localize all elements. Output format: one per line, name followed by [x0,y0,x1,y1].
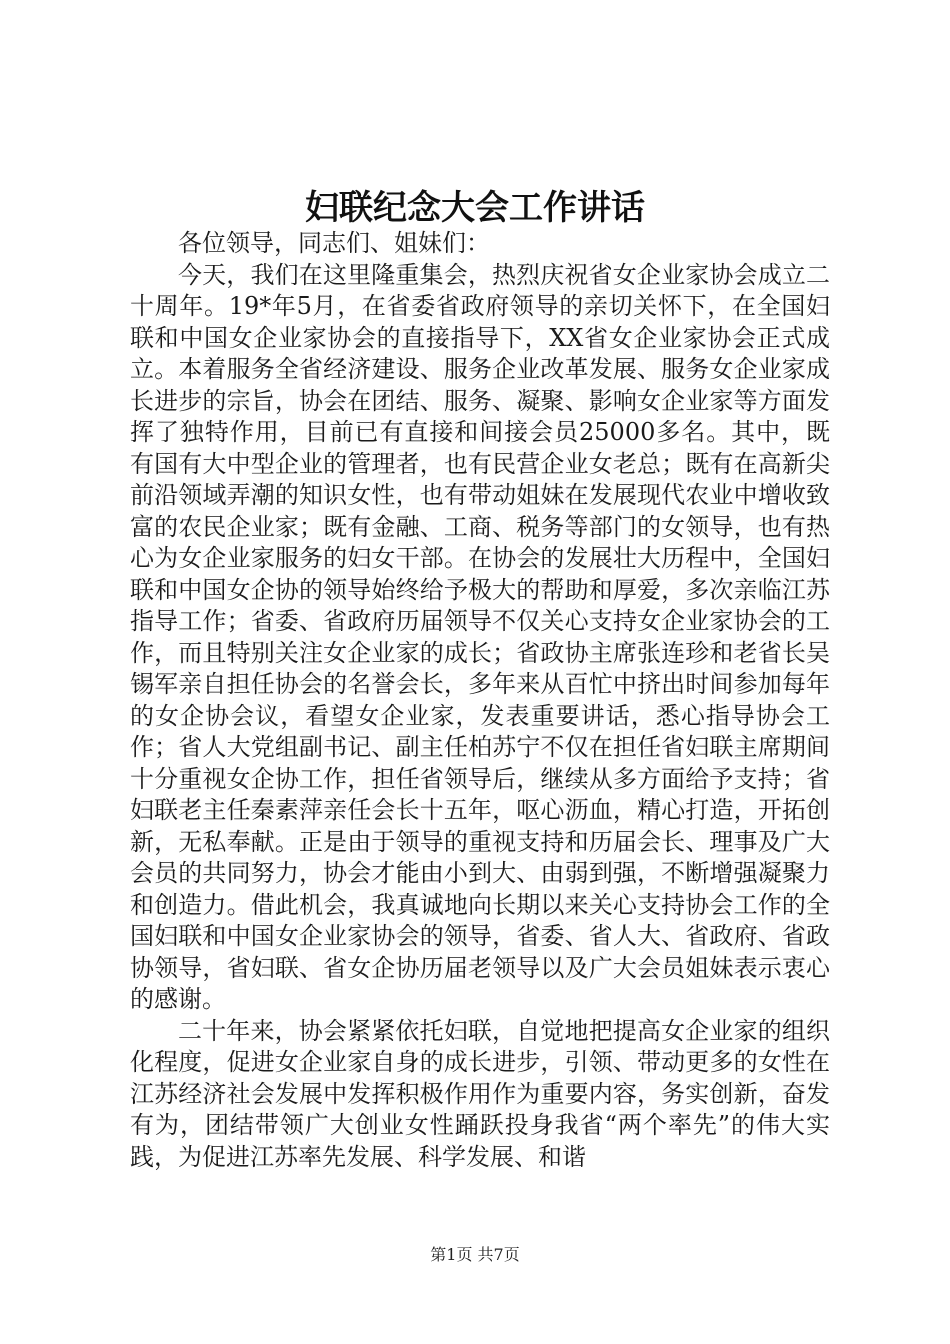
salutation-paragraph: 各位领导，同志们、姐妹们： [178,229,490,257]
page-indicator: 第1页 共7页 [430,1245,520,1264]
body-paragraph-2: 二十年来，协会紧紧依托妇联，自觉地把提高女企业家的组织化程度，促进女企业家自身的成长进步，引领、带动更多的女性在江苏经济社会发展中发挥积极作用作为重要内容，务实创新，奋发有为，团结带领广大创业女性踊跃投身我省“两个率先”的伟大实践，为促进江苏率先发展、科学发展、和谐 [130,1016,830,1171]
document-body [130,228,830,1173]
body-paragraph-1: 今天，我们在这里隆重集会，热烈庆祝省女企业家协会成立二十周年。19*年5月，在省委省政府领导的亲切关怀下，在全国妇联和中国女企业家协会的直接指导下，XX省女企业家协会正式成立。本着服务全省经济建设、服务企业改革发展、服务女企业家成长进步的宗旨，协会在团结、服务、凝聚、影响女企业家等方面发挥了独特作用，目前已有直接和间接会员25000多名。其中，既有国有大中型企业的管理者，也有民营企业女老总；既有在高新尖前沿领域弄潮的知识女性，也有带动姐妹在发展现代农业中增收致富的农民企业家；既有金融、工商、税务等部门的女领导，也有热心为女企业家服务的妇女干部。在协会的发展壮大历程中，全国妇联和中国女企协的领导始终给予极大的帮助和厚爱，多次亲临江苏指导工作；省委、省政府历届领导不仅关心支持女企业家协会的工作，而且特别关注女企业家的成长；省政协主席张连珍和老省长吴锡军亲自担任协会的名誉会长，多年来从百忙中挤出时间参加每年的女企协会议，看望女企业家，发表重要讲话，悉心指导协会工作；省人大党组副书记、副主任柏苏宁不仅在担任省妇联主席期间十分重视女企协工作，担任省领导后，继续从多方面给予支持；省妇联老主任秦素萍亲任会长十五年，呕心沥血，精心打造，开拓创新，无私奉献。正是由于领导的重视支持和历届会长、理事及广大会员的共同努力，协会才能由小到大、由弱到强，不断增强凝聚力和创造力。借此机会，我真诚地向长期以来关心支持协会工作的全国妇联和中国女企业家协会的领导，省委、省人大、省政府、省政协领导，省妇联、省女企协历届老领导以及广大会员姐妹表示衷心的感谢。 [130,260,830,1013]
document-title: 妇联纪念大会工作讲话 [305,188,645,228]
